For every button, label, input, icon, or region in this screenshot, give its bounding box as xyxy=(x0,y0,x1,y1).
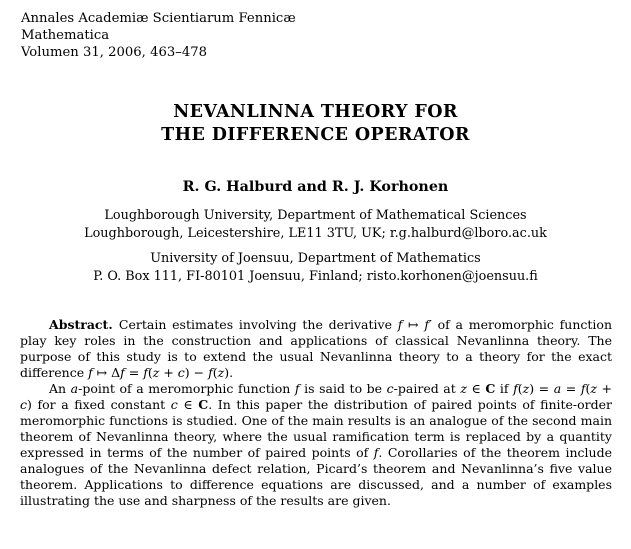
abstract-paragraph-1: Abstract. Certain estimates involving the derivative f ↦ f′ of a meromorphic function play key roles in the construction and applications of classical Nevanlinna theory. The purpose of this study is to extend the usual Nevanlinna theory to a theory for the exact difference f ↦ Δf = f(z + c) − f(z). xyxy=(20,317,612,380)
journal-volume-pages: Volumen 31, 2006, 463–478 xyxy=(21,45,208,60)
journal-header xyxy=(21,10,631,61)
abstract-paragraph-2: An a-point of a meromorphic function f is said to be c-paired at z ∈ C if f(z) = a = f(z + c) for a fixed constant c ∈ C. In this paper the distribution of paired points of finite-order meromorphic functions is studied. One of the main results is an analogue of the second main theorem of Nevanlinna theory, where the usual ramification term is replaced by a quantity expressed in terms of the number of paired points of f. Corollaries of the theorem include analogues of the Nevanlinna defect relation, Picard’s theorem and Nevanlinna’s five value theorem. Applications to difference equations are discussed, and a number of examples illustrating the use and sharpness of the results are given. xyxy=(20,381,613,508)
affiliation-address-email: P. O. Box 111, FI-80101 Joensuu, Finland; risto.korhonen@joensuu.fi xyxy=(93,268,538,284)
affiliation-institution: University of Joensuu, Department of Mathematics xyxy=(150,251,481,266)
paper-page xyxy=(0,10,631,549)
journal-series: Mathematica xyxy=(21,28,110,43)
paper-title xyxy=(10,101,621,147)
abstract-section xyxy=(20,317,612,509)
journal-name: Annales Academiæ Scientiarum Fennicæ xyxy=(21,11,296,26)
title-line-1: NEVANLINNA THEORY FOR xyxy=(173,102,458,122)
affiliation-halburd xyxy=(0,207,631,242)
affiliation-address-email: Loughborough, Leicestershire, LE11 3TU, UK; r.g.halburd@lboro.ac.uk xyxy=(84,225,547,241)
title-line-2: THE DIFFERENCE OPERATOR xyxy=(161,125,470,145)
affiliation-institution: Loughborough University, Department of Mathematical Sciences xyxy=(104,208,527,223)
authors-line: R. G. Halburd and R. J. Korhonen xyxy=(182,179,449,195)
affiliation-korhonen xyxy=(0,250,631,285)
